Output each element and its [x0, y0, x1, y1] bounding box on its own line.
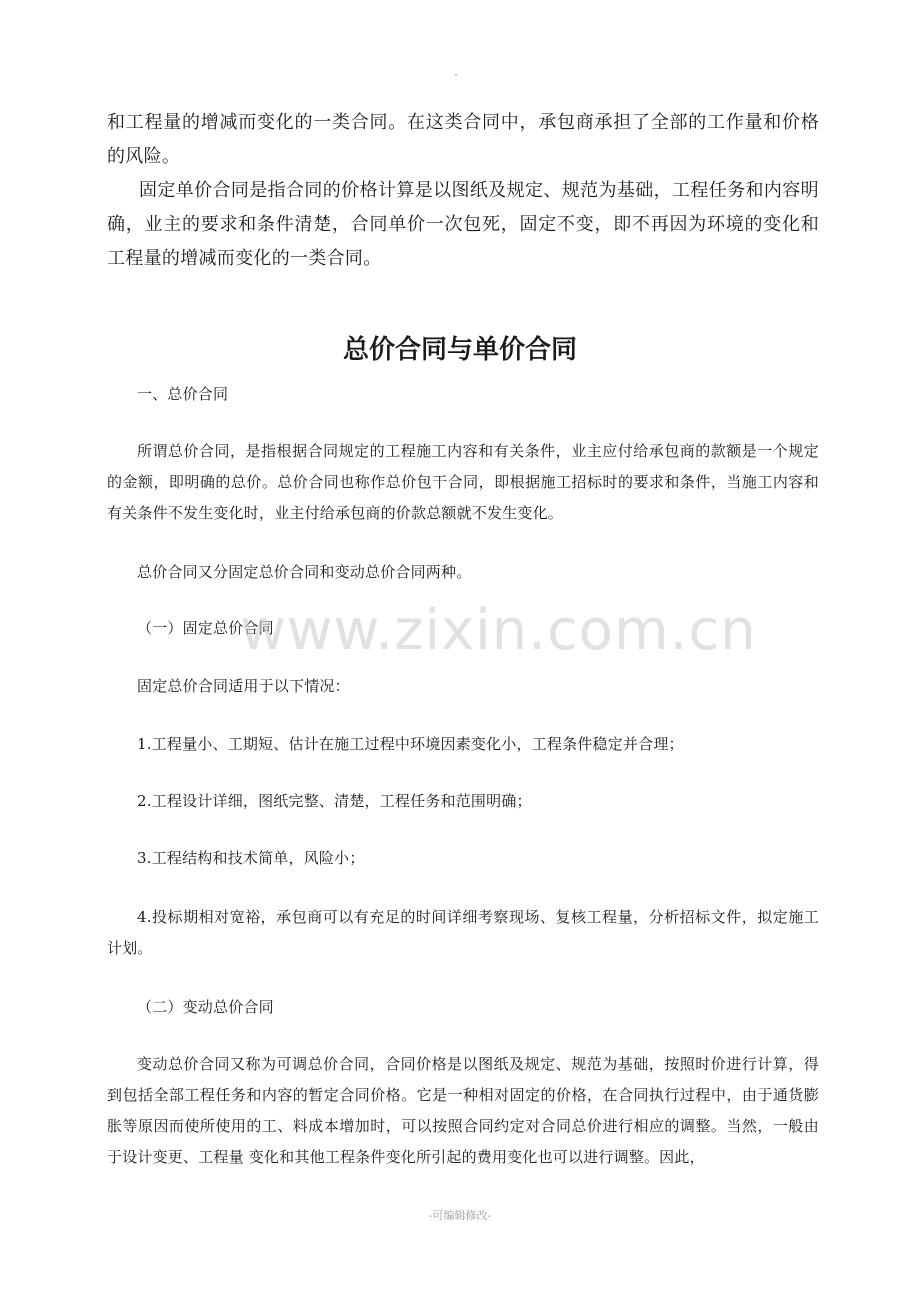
- page-mark: [455, 74, 457, 76]
- paragraph-fixed-intro: 固定总价合同适用于以下情况：: [137, 677, 350, 695]
- paragraph-definition: 所谓总价合同，是指根据合同规定的工程施工内容和有关条件，业主应付给承包商的款额是一个规定的金额，即明确的总价。总价合同也称作总价包干合同，即根据施工招标时的要求和条件，当施工内容和有关条件不发生变化时，业主付给承包商的价款总额就不发生变化。: [107, 442, 819, 522]
- list-item-3: 3.工程结构和技术简单，风险小；: [137, 849, 365, 867]
- subsection-heading-fixed: （一）固定总价合同: [137, 619, 274, 637]
- list-item-1: 1.工程量小、工期短、估计在施工过程中环境因素变化小，工程条件稳定并合理；: [137, 735, 684, 753]
- page-title: 总价合同与单价合同: [342, 335, 577, 365]
- paragraph-variable: 变动总价合同又称为可调总价合同，合同价格是以图纸及规定、规范为基础，按照时价进行计算，得到包括全部工程任务和内容的暂定合同价格。它是一种相对固定的价格，在合同执行过程中，由于通货膨胀等原因而使所使用的工、料成本增加时，可以按照合同约定对合同总价进行相应的调整。当然，一般由于设计变更、工程量 变化和其他工程条件变化所引起的费用变化也可以进行调整。因此，: [107, 1055, 819, 1166]
- fragment-paragraph-2: 固定单价合同是指合同的价格计算是以图纸及规定、规范为基础，工程任务和内容明确，业主的要求和条件清楚，合同单价一次包死，固定不变，即不再因为环境的变化和工程量的增减而变化的一类合同。: [107, 180, 819, 269]
- subsection-heading-variable: （二）变动总价合同: [137, 998, 274, 1016]
- paragraph-types: 总价合同又分固定总价合同和变动总价合同两种。: [137, 563, 472, 581]
- section-heading-lump-sum: 一、总价合同: [137, 385, 229, 403]
- list-item-4: 4.投标期相对宽裕，承包商可以有充足的时间详细考察现场、复核工程量，分析招标文件，拟定施工计划。: [107, 908, 819, 957]
- page-footer: -可编辑修改-: [428, 1209, 492, 1222]
- watermark: www.zixin.com.cn: [240, 598, 757, 663]
- fragment-paragraph-1: 和工程量的增减而变化的一类合同。在这类合同中，承包商承担了全部的工作量和价格的风险。: [107, 112, 819, 167]
- list-item-2: 2.工程设计详细，图纸完整、清楚，工程任务和范围明确；: [137, 792, 532, 810]
